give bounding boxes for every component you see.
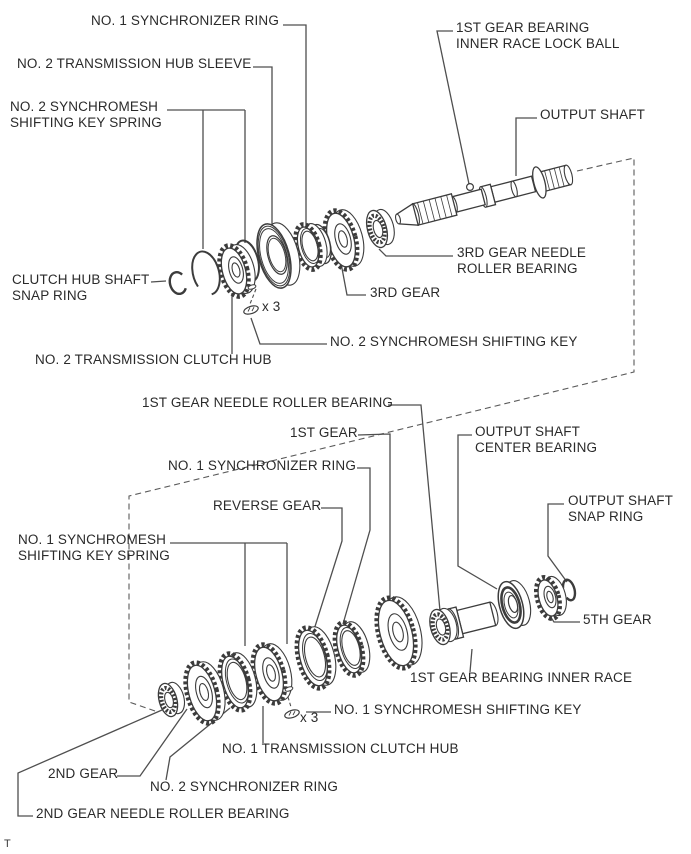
leader-lock-ball xyxy=(437,31,469,184)
1st-gear-part xyxy=(370,593,429,673)
label-1st-gear-needle-roller-bearing: 1ST GEAR NEEDLE ROLLER BEARING xyxy=(142,395,394,410)
label-no2-synchronizer-ring: NO. 2 SYNCHRONIZER RING xyxy=(150,779,338,794)
leader-no1-synchronizer-ring-bottom xyxy=(343,468,370,624)
no2-transmission-hub-sleeve-part xyxy=(251,219,306,292)
lock-ball-part xyxy=(467,184,474,191)
clutch-hub-shaft-snap-ring-part xyxy=(170,272,186,294)
2nd-gear-needle-roller-bearing-part xyxy=(155,680,188,718)
corner-mark: T xyxy=(4,838,11,850)
label-clutch-hub-shaft-snap-ring: CLUTCH HUB SHAFT SNAP RING xyxy=(12,272,150,303)
no1-synchronizer-ring-lower-part xyxy=(330,619,375,679)
label-no1-synchronizer-ring-bottom: NO. 1 SYNCHRONIZER RING xyxy=(168,458,356,473)
label-no2-transmission-hub-sleeve: NO. 2 TRANSMISSION HUB SLEEVE xyxy=(17,56,252,71)
leader-no2-hub-sleeve xyxy=(253,67,272,224)
lower-shifting-key-icon xyxy=(284,708,300,719)
label-no1-synchromesh-shifting-key-spring: NO. 1 SYNCHROMESH SHIFTING KEY SPRING xyxy=(18,532,170,563)
label-output-shaft-center-bearing: OUTPUT SHAFT CENTER BEARING xyxy=(475,424,598,455)
label-no2-synchromesh-shifting-key: NO. 2 SYNCHROMESH SHIFTING KEY xyxy=(330,334,578,349)
leader-2nd-gear-bearing xyxy=(18,710,162,816)
label-no2-transmission-clutch-hub: NO. 2 TRANSMISSION CLUTCH HUB xyxy=(35,352,272,367)
label-2nd-gear: 2ND GEAR xyxy=(48,766,119,781)
leader-clutch-hub-snap-ring xyxy=(151,281,166,282)
no2-shifting-key-spring-front-part xyxy=(192,251,220,294)
leader-inner-race xyxy=(470,649,472,672)
leader-output-snap-ring xyxy=(548,504,567,582)
label-3rd-gear: 3RD GEAR xyxy=(370,285,441,300)
label-output-shaft: OUTPUT SHAFT xyxy=(540,107,646,122)
upper-shifting-key-icon xyxy=(243,304,259,315)
leader-no1-synchronizer-ring-top xyxy=(283,25,306,226)
leader-no2-shifting-key xyxy=(251,318,327,344)
leader-3rd-gear-bearing xyxy=(379,249,453,256)
no2-transmission-clutch-hub-part xyxy=(215,241,260,299)
label-1st-gear-bearing-inner-race-lock-ball: 1ST GEAR BEARING INNER RACE LOCK BALL xyxy=(456,20,620,51)
label-lower-key-quantity: x 3 xyxy=(300,710,319,725)
label-3rd-gear-needle-roller-bearing: 3RD GEAR NEEDLE ROLLER BEARING xyxy=(457,245,587,276)
lower-key-dashed-line xyxy=(288,697,291,707)
label-1st-gear: 1ST GEAR xyxy=(290,425,358,440)
label-no1-synchromesh-shifting-key: NO. 1 SYNCHROMESH SHIFTING KEY xyxy=(334,702,582,717)
leader-reverse-gear xyxy=(312,508,342,636)
label-2nd-gear-needle-roller-bearing: 2ND GEAR NEEDLE ROLLER BEARING xyxy=(36,806,290,821)
label-no1-synchronizer-ring-top: NO. 1 SYNCHRONIZER RING xyxy=(91,13,279,28)
label-5th-gear: 5TH GEAR xyxy=(583,612,652,627)
leader-1st-gear xyxy=(358,434,390,599)
output-shaft-center-bearing-part xyxy=(494,578,535,631)
output-shaft-part xyxy=(392,159,576,235)
leader-2nd-gear xyxy=(117,709,187,776)
leader-lines xyxy=(18,25,580,816)
label-no1-transmission-clutch-hub: NO. 1 TRANSMISSION CLUTCH HUB xyxy=(222,741,459,756)
label-1st-gear-bearing-inner-race: 1ST GEAR BEARING INNER RACE xyxy=(410,670,633,685)
label-upper-key-quantity: x 3 xyxy=(262,299,281,314)
label-no2-synchromesh-shifting-key-spring: NO. 2 SYNCHROMESH SHIFTING KEY SPRING xyxy=(10,99,162,130)
label-reverse-gear: REVERSE GEAR xyxy=(213,498,322,513)
3rd-gear-needle-roller-bearing-part xyxy=(363,207,398,250)
leader-center-bearing xyxy=(458,435,497,589)
label-output-shaft-snap-ring: OUTPUT SHAFT SNAP RING xyxy=(568,493,674,524)
leader-1st-gear-bearing xyxy=(388,405,440,611)
